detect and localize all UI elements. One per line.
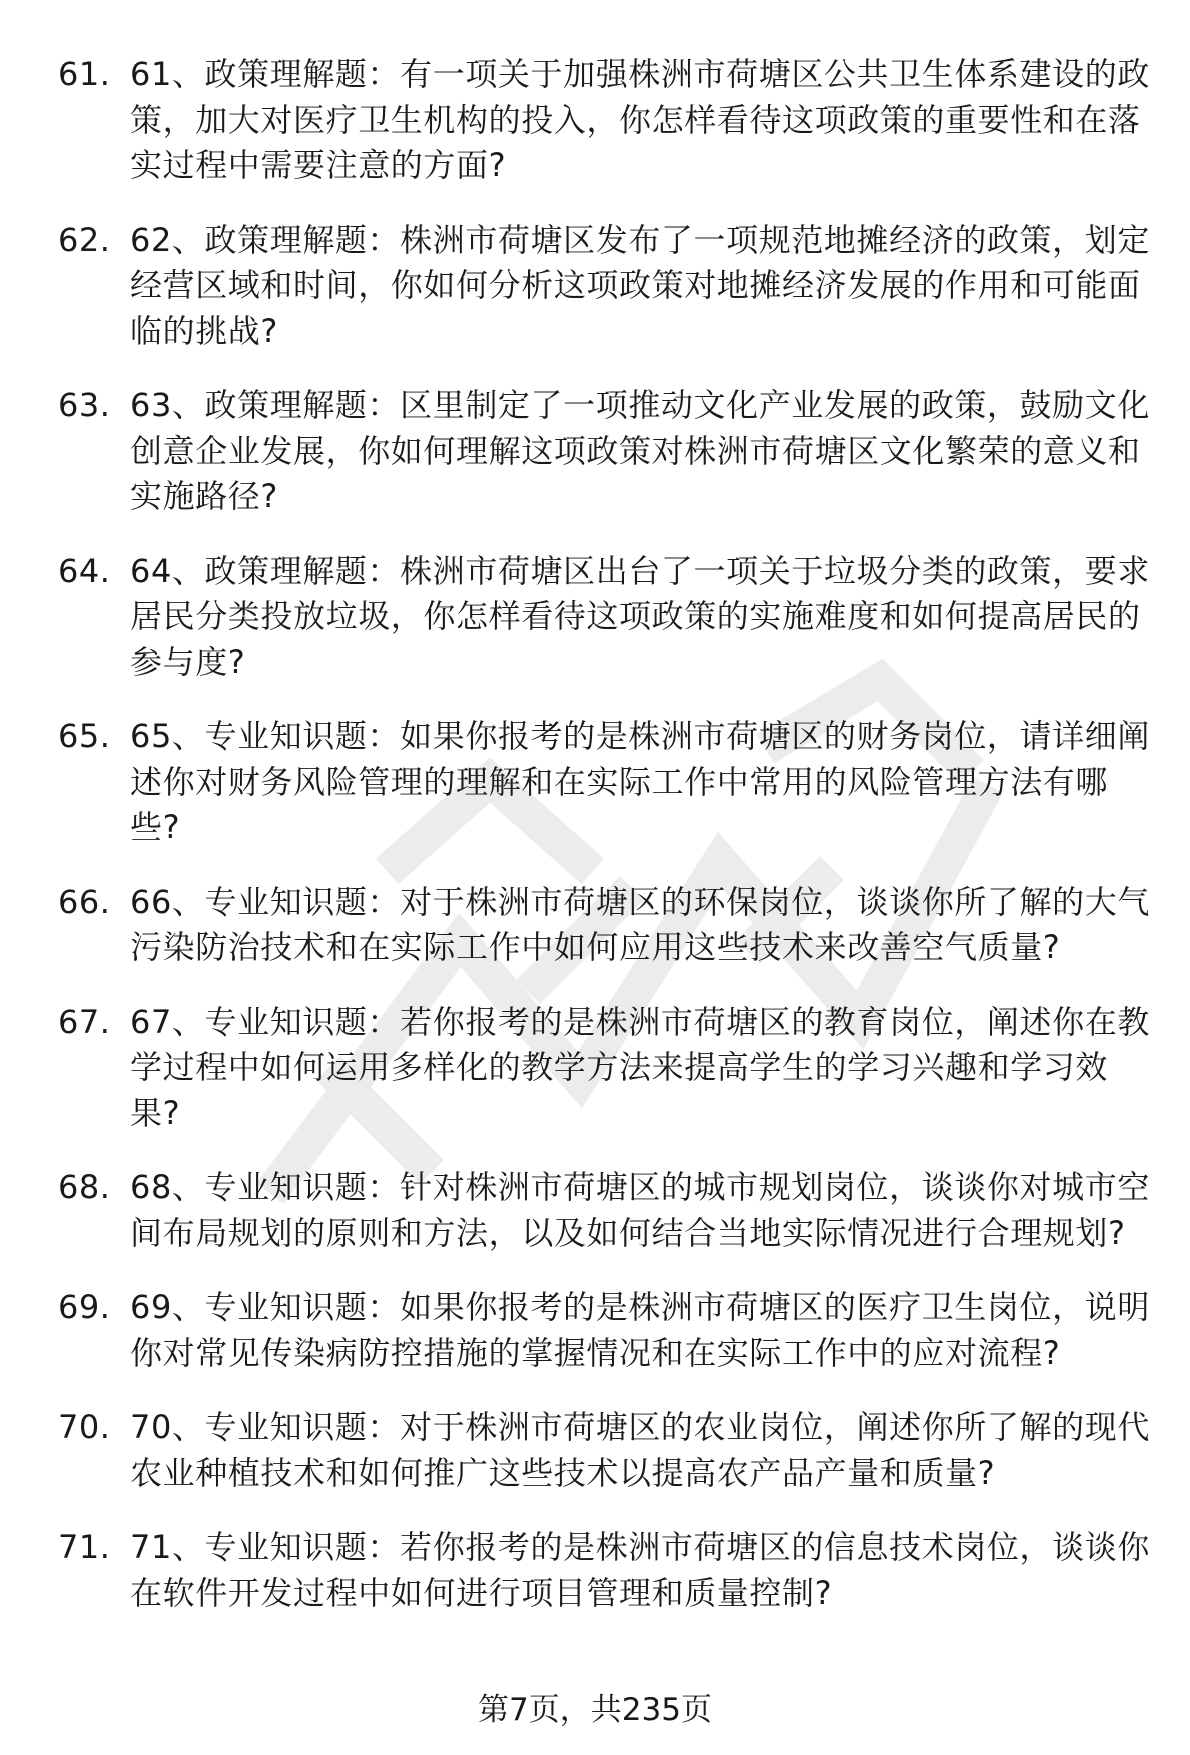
question-text: 70、专业知识题：对于株洲市荷塘区的农业岗位，阐述你所了解的现代农业种植技术和如何推广这些技术以提高农产品产量和质量? xyxy=(130,1408,1150,1492)
question-number: 63. xyxy=(58,386,111,424)
question-item xyxy=(58,218,1150,355)
question-text: 62、政策理解题：株洲市荷塘区发布了一项规范地摊经济的政策，划定经营区域和时间，你如何分析这项政策对地摊经济发展的作用和可能面临的挑战? xyxy=(130,220,1150,350)
question-item xyxy=(58,1285,1150,1376)
question-item xyxy=(58,1525,1150,1616)
question-item xyxy=(58,1405,1150,1496)
question-item xyxy=(58,549,1150,686)
question-text: 69、专业知识题：如果你报考的是株洲市荷塘区的医疗卫生岗位，说明你对常见传染病防控措施的掌握情况和在实际工作中的应对流程? xyxy=(130,1288,1150,1372)
question-number: 65. xyxy=(58,717,111,755)
question-number: 69. xyxy=(58,1288,111,1326)
question-item xyxy=(58,714,1150,851)
page-number-label: 第7页，共235页 xyxy=(478,1692,712,1728)
question-item xyxy=(58,1000,1150,1137)
question-list xyxy=(58,52,1150,1645)
question-number: 70. xyxy=(58,1408,111,1446)
question-item xyxy=(58,1165,1150,1256)
question-number: 61. xyxy=(58,55,111,93)
page-footer xyxy=(0,1690,1190,1730)
question-number: 67. xyxy=(58,1002,111,1041)
question-text: 65、专业知识题：如果你报考的是株洲市荷塘区的财务岗位，请详细阐述你对财务风险管理的理解和在实际工作中常用的风险管理方法有哪些? xyxy=(130,717,1150,846)
question-text: 64、政策理解题：株洲市荷塘区出台了一项关于垃圾分类的政策，要求居民分类投放垃圾，你怎样看待这项政策的实施难度和如何提高居民的参与度? xyxy=(130,551,1150,681)
question-item xyxy=(58,880,1150,971)
question-item xyxy=(58,52,1150,189)
question-text: 68、专业知识题：针对株洲市荷塘区的城市规划岗位，谈谈你对城市空间布局规划的原则和方法，以及如何结合当地实际情况进行合理规划? xyxy=(130,1168,1150,1252)
question-number: 66. xyxy=(58,882,111,921)
question-text: 66、专业知识题：对于株洲市荷塘区的环保岗位，谈谈你所了解的大气污染防治技术和在实际工作中如何应用这些技术来改善空气质量? xyxy=(130,882,1150,966)
question-number: 64. xyxy=(58,551,111,590)
question-number: 62. xyxy=(58,220,111,259)
question-text: 63、政策理解题：区里制定了一项推动文化产业发展的政策，鼓励文化创意企业发展，你如何理解这项政策对株洲市荷塘区文化繁荣的意义和实施路径? xyxy=(130,386,1150,515)
question-number: 71. xyxy=(58,1528,111,1566)
question-text: 67、专业知识题：若你报考的是株洲市荷塘区的教育岗位，阐述你在教学过程中如何运用多样化的教学方法来提高学生的学习兴趣和学习效果? xyxy=(130,1002,1150,1132)
question-item xyxy=(58,383,1150,520)
question-text: 61、政策理解题：有一项关于加强株洲市荷塘区公共卫生体系建设的政策，加大对医疗卫生机构的投入，你怎样看待这项政策的重要性和在落实过程中需要注意的方面? xyxy=(130,55,1150,184)
question-number: 68. xyxy=(58,1168,111,1206)
question-text: 71、专业知识题：若你报考的是株洲市荷塘区的信息技术岗位，谈谈你在软件开发过程中如何进行项目管理和质量控制? xyxy=(130,1528,1150,1612)
